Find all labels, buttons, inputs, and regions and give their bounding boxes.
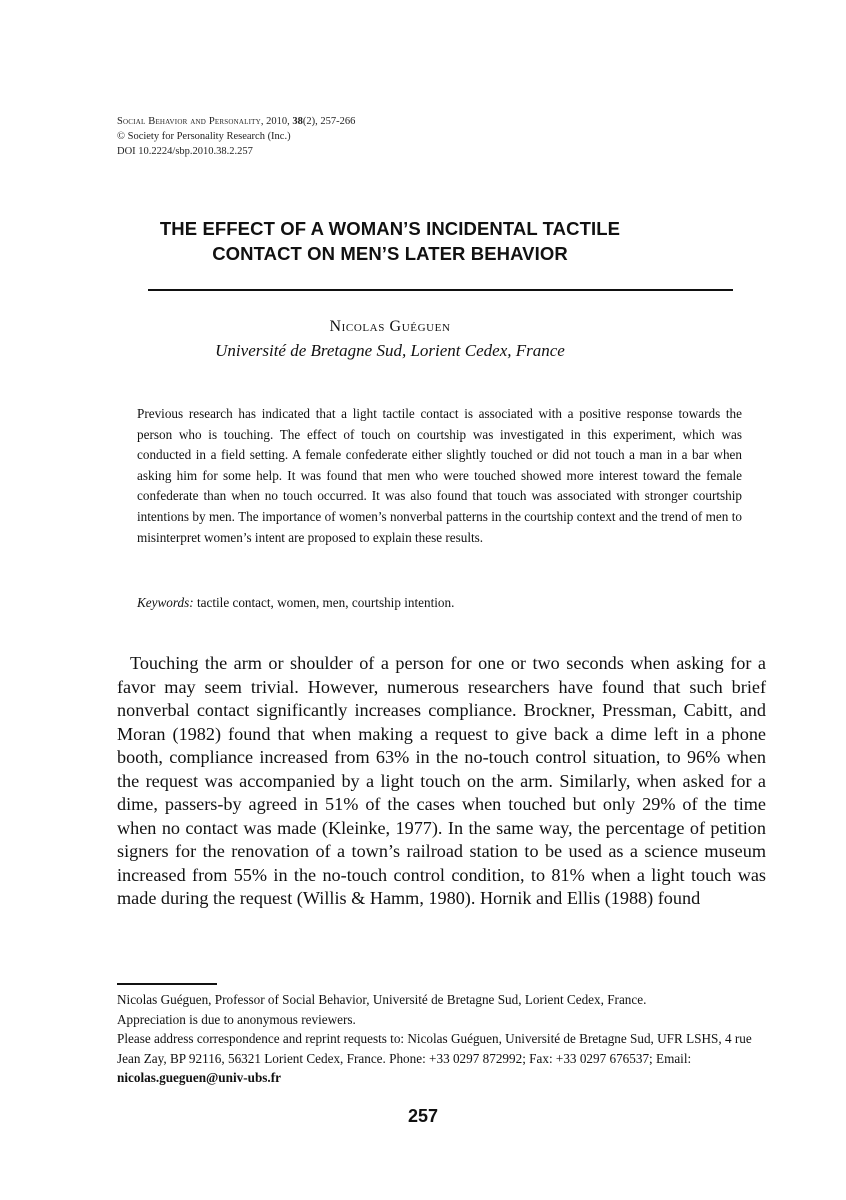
keywords	[137, 593, 742, 613]
footnote-address: Please address correspondence and reprint requests to: Nicolas Guéguen, Université de Bretagne Sud, UFR LSHS, 4 rue Jean Zay, BP 92116, 56321 Lorient Cedex, France. Phone: +33 0297 872992; Fax: +33 0297 676537; Email:	[117, 1031, 752, 1066]
journal-header	[117, 114, 617, 159]
keywords-label: Keywords:	[137, 595, 194, 610]
title-line-1: THE EFFECT OF A WOMAN’S INCIDENTAL TACTILE	[159, 218, 621, 239]
title-line-2: CONTACT ON MEN’S LATER BEHAVIOR	[212, 243, 568, 264]
journal-name: Social Behavior and Personality	[117, 116, 261, 127]
page-number: 257	[407, 1106, 439, 1126]
footnote-author: Nicolas Guéguen, Professor of Social Behavior, Université de Bretagne Sud, Lorient Cedex, France.	[117, 992, 647, 1007]
paper-title	[100, 216, 680, 266]
footnote	[117, 990, 767, 1088]
footnote-divider	[117, 983, 217, 985]
citation-issue-pages: (2), 257-266	[302, 116, 356, 127]
title-divider	[148, 289, 733, 291]
author-name: Nicolas Guéguen	[329, 318, 451, 335]
body-paragraph: Touching the arm or shoulder of a person for one or two seconds when asking for a favor may seem trivial. However, numerous researchers have found that such brief nonverbal contact significantly increases compliance. Brockner, Pressman, Cabitt, and Moran (1982) found that when making a request to give back a dime left in a phone booth, compliance increased from 63% in the no-touch control situation, to 96% when the request was accompanied by a light touch on the arm. Similarly, when asked for a dime, passers-by agreed in 51% of the cases when touched but only 29% of the time when no contact was made (Kleinke, 1977). In the same way, the percentage of petition signers for the renovation of a town’s railroad station to be used as a science museum increased from 55% in the no-touch control condition, to 81% when a light touch was made during the request (Willis & Hamm, 1980). Hornik and Ellis (1988) found	[117, 653, 766, 908]
author-affiliation: Université de Bretagne Sud, Lorient Cedex, France	[215, 341, 565, 360]
footnote-acknowledgement: Appreciation is due to anonymous reviewers.	[117, 1011, 356, 1027]
footnote-correspondence	[117, 1029, 767, 1088]
citation-line	[117, 114, 617, 129]
keywords-text: tactile contact, women, men, courtship intention.	[193, 595, 455, 610]
citation-volume: 38	[292, 116, 303, 127]
copyright-line: © Society for Personality Research (Inc.)	[117, 131, 291, 142]
citation-year: , 2010,	[260, 116, 293, 127]
doi-line: DOI 10.2224/sbp.2010.38.2.257	[117, 146, 253, 157]
footnote-email[interactable]: nicolas.gueguen@univ-ubs.fr	[117, 1070, 281, 1085]
abstract: Previous research has indicated that a light tactile contact is associated with a positive response towards the person who is touching. The effect of touch on courtship was investigated in this experiment, which was conducted in a field setting. A female confederate either slightly touched or did not touch a man in a bar when asking him for some help. It was found that men who were touched showed more interest toward the female confederate than when no touch occurred. It was also found that touch was associated with stronger courtship intentions by men. The importance of women’s nonverbal patterns in the courtship context and the trend of men to misinterpret women’s intent are proposed to explain these results.	[137, 406, 742, 545]
